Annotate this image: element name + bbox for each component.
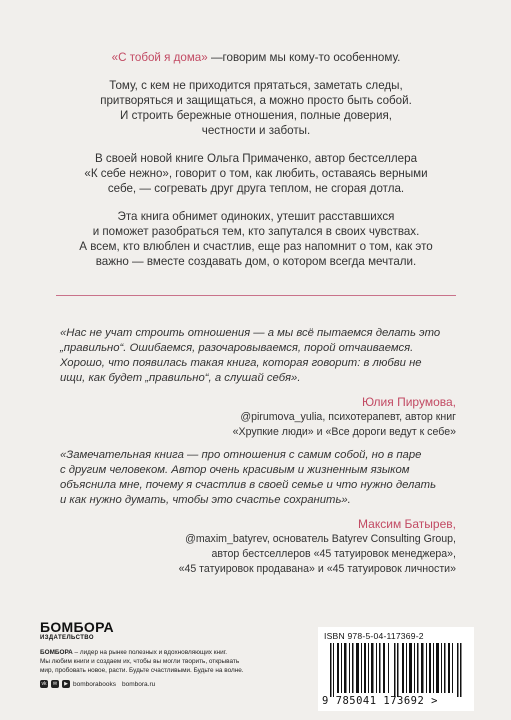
- intro-line: А всем, кто влюблен и счастлив, еще раз напомнит о том, как это: [79, 240, 433, 253]
- intro-line: «К себе нежно», говорит о том, как любить, оставаясь верными: [84, 167, 428, 180]
- role-line: @pirumova_yulia, психотерапевт, автор книг: [240, 411, 456, 423]
- intro-paragraph-2: [40, 78, 472, 138]
- review-2: [60, 448, 456, 577]
- review-line: Хорошо, что появилась такая книга, которая говорит: в любви не: [60, 357, 422, 369]
- review-quote: [60, 448, 456, 508]
- intro-line: честности и заботы.: [201, 124, 311, 137]
- publisher-logo: БОМБОРА: [40, 619, 114, 635]
- intro-paragraph-1: [40, 50, 472, 65]
- publisher-block: [40, 620, 280, 688]
- social-links: [40, 680, 280, 688]
- publisher-line: БОМБОРА – лидер на рынке полезных и вдохновляющих книг.: [40, 649, 227, 656]
- publisher-name: БОМБОРА: [40, 649, 73, 656]
- intro-text: [40, 50, 472, 282]
- role-line: «Хрупкие люди» и «Все дороги ведут к себе»: [232, 426, 456, 438]
- publisher-description: [40, 648, 280, 675]
- review-quote: [60, 326, 456, 386]
- intro-line: себе, — согревать друг друга теплом, не сгорая дотла.: [107, 182, 405, 195]
- vk-icon[interactable]: vk: [41, 681, 47, 687]
- intro-line: И строить бережные отношения, полные доверия,: [120, 109, 392, 122]
- publisher-line: мир, пробовать новое, расти. Будьте счастливыми. Будьте на волне.: [40, 667, 244, 674]
- intro-line: важно — вместе создавать дом, о котором всегда мечтали.: [95, 255, 417, 268]
- intro-quote: «С тобой я дома»: [111, 51, 208, 64]
- barcode-box: [318, 627, 474, 711]
- section-divider: [56, 295, 456, 296]
- publisher-site-link[interactable]: bombora.ru: [122, 680, 156, 688]
- review-author-role: [60, 532, 456, 577]
- publisher-logo-subtitle: ИЗДАТЕЛЬСТВО: [40, 635, 94, 641]
- review-author: Юлия Пирумова,: [361, 395, 456, 409]
- review-line: объяснила мне, почему я счастлив в своей семье и что нужно делать: [60, 479, 437, 491]
- intro-paragraph-4: [40, 209, 472, 269]
- review-author: Максим Батырев,: [358, 517, 456, 531]
- barcode-digits: 9 785041 173692 >: [322, 695, 438, 707]
- role-line: автор бестселлеров «45 татуировок менеджера»,: [211, 548, 456, 560]
- intro-line: Эта книга обнимет одиноких, утешит расставшихся: [117, 210, 395, 223]
- social-handle[interactable]: bomborabooks: [73, 680, 116, 688]
- review-line: «Замечательная книга — про отношения с самим собой, но в паре: [60, 449, 422, 461]
- intro-line: В своей новой книге Ольга Примаченко, автор бестселлера: [94, 152, 418, 165]
- isbn-text: ISBN 978-5-04-117369-2: [324, 631, 424, 641]
- intro-line: и поможет разобраться тем, кто запутался в своих чувствах.: [92, 225, 420, 238]
- role-line: «45 татуировок продавана» и «45 татуировок личности»: [178, 563, 456, 575]
- review-line: ищи, как будет „правильно“, а слушай себя».: [60, 372, 301, 384]
- review-author-role: [60, 410, 456, 440]
- review-line: «Нас не учат строить отношения — а мы всё пытаемся делать это: [60, 327, 441, 339]
- intro-line: Тому, с кем не приходится прятаться, заметать следы,: [109, 79, 403, 92]
- role-line: @maxim_batyrev, основатель Batyrev Consulting Group,: [185, 533, 456, 545]
- review-1: [60, 326, 456, 440]
- intro-quote-rest: —говорим мы кому-то особенному.: [207, 51, 401, 64]
- intro-line: притворяться и защищаться, а можно просто быть собой.: [100, 94, 412, 107]
- publisher-line: Мы любим книги и создаем их, чтобы вы могли творить, открывать: [40, 658, 240, 665]
- review-line: с другим человеком. Автор очень красивым и жизненным языком: [60, 464, 410, 476]
- barcode-icon: [328, 643, 468, 697]
- youtube-icon[interactable]: ▶: [62, 680, 70, 688]
- intro-paragraph-3: [40, 151, 472, 196]
- review-line: „правильно“. Ошибаемся, разочаровываемся, порой отчаиваемся.: [60, 342, 414, 354]
- review-line: и как нужно думать, чтобы это счастье сохранить».: [60, 494, 351, 506]
- mail-icon[interactable]: ✉: [52, 681, 58, 687]
